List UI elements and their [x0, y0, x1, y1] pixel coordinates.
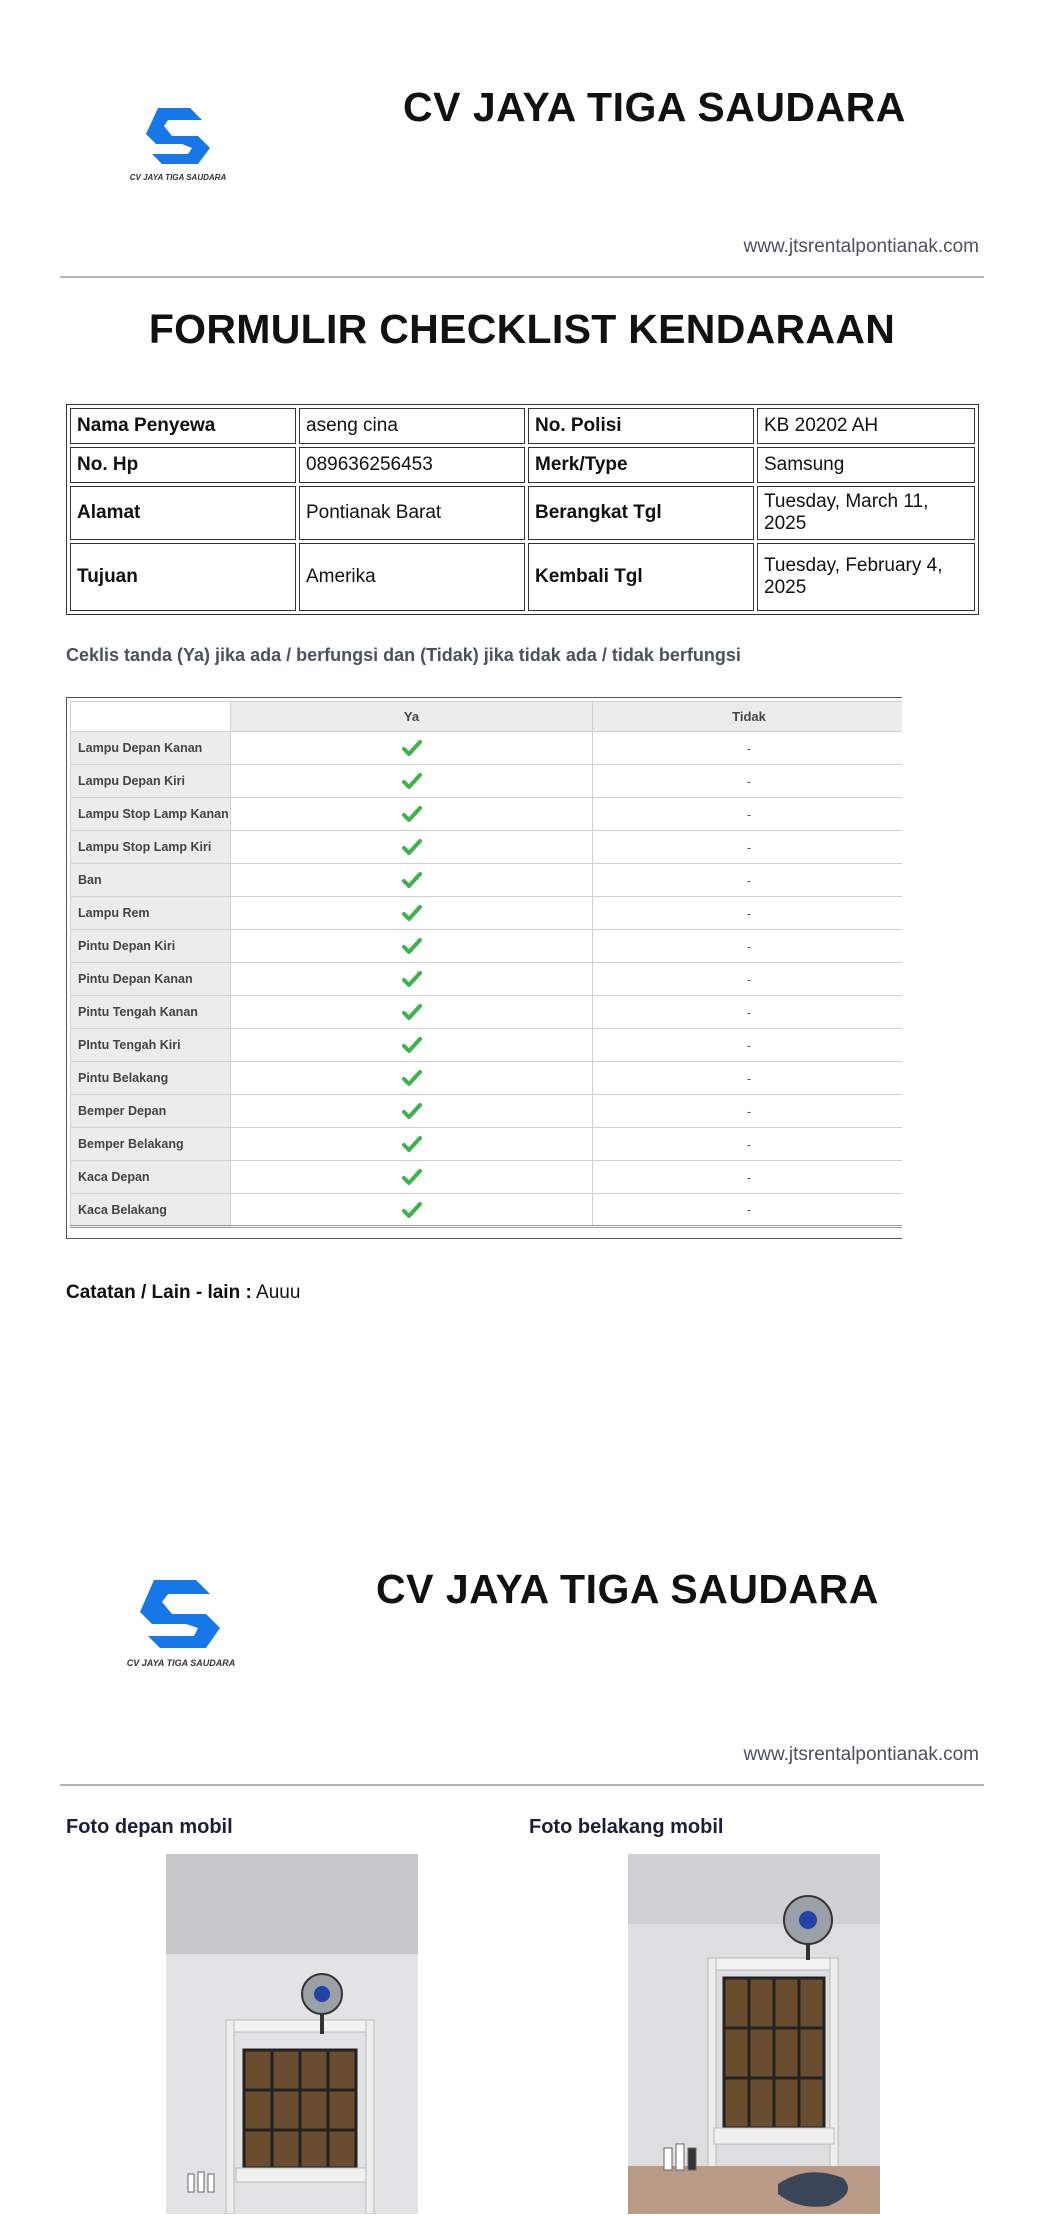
company-name: CV JAYA TIGA SAUDARA [376, 1566, 879, 1612]
checklist-item-name: Kaca Belakang [71, 1194, 231, 1227]
checklist-tidak-cell: - [593, 1128, 903, 1161]
info-row [70, 543, 975, 611]
checklist-row [71, 798, 903, 831]
header-divider [60, 1784, 984, 1786]
photo-front-label: Foto depan mobil [66, 1816, 233, 1838]
info-value: Tuesday, March 11, 2025 [757, 486, 975, 540]
checklist-row [71, 930, 903, 963]
info-label: Tujuan [70, 543, 296, 611]
checklist-ya-cell [231, 996, 593, 1029]
info-value: Pontianak Barat [299, 486, 525, 540]
checklist-item-name: Pintu Belakang [71, 1062, 231, 1095]
info-label: Kembali Tgl [528, 543, 754, 611]
checkmark-icon [402, 805, 422, 823]
checklist-table [70, 701, 902, 1228]
col-header-ya: Ya [231, 702, 593, 732]
checkmark-icon [402, 1201, 422, 1219]
checklist-item-name: Lampu Depan Kiri [71, 765, 231, 798]
checklist-item-name: Bemper Belakang [71, 1128, 231, 1161]
info-row [70, 486, 975, 540]
checklist-tidak-cell: - [593, 1029, 903, 1062]
info-value: Tuesday, February 4, 2025 [757, 543, 975, 611]
info-label: Berangkat Tgl [528, 486, 754, 540]
checklist-item-name: Lampu Stop Lamp Kiri [71, 831, 231, 864]
info-value: KB 20202 AH [757, 408, 975, 444]
checklist-header-blank [71, 702, 231, 732]
checklist-row [71, 963, 903, 996]
checklist-ya-cell [231, 1194, 593, 1227]
checkmark-icon [402, 838, 422, 856]
checklist-tidak-cell: - [593, 963, 903, 996]
company-logo [106, 1572, 256, 1672]
info-label: No. Hp [70, 447, 296, 483]
checklist-tidak-cell: - [593, 1095, 903, 1128]
checklist-ya-cell [231, 1029, 593, 1062]
photo-back-label: Foto belakang mobil [529, 1816, 724, 1838]
checklist-row [71, 1062, 903, 1095]
checkmark-icon [402, 772, 422, 790]
checklist-body [71, 732, 903, 1227]
checklist-item-name: Ban [71, 864, 231, 897]
info-value: Amerika [299, 543, 525, 611]
checklist-ya-cell [231, 732, 593, 765]
checklist-tidak-cell: - [593, 765, 903, 798]
checkmark-icon [402, 1036, 422, 1054]
checkmark-icon [402, 970, 422, 988]
checklist-tidak-cell: - [593, 930, 903, 963]
col-header-tidak: Tidak [593, 702, 903, 732]
checklist-ya-cell [231, 963, 593, 996]
info-row [70, 447, 975, 483]
logo-caption: CV JAYA TIGA SAUDARA [129, 173, 227, 182]
checklist-row [71, 996, 903, 1029]
checklist-row [71, 1128, 903, 1161]
logo-mark [118, 100, 238, 184]
checklist-item-name: Kaca Depan [71, 1161, 231, 1194]
checklist-tidak-cell: - [593, 1062, 903, 1095]
checklist-item-name: Lampu Depan Kanan [71, 732, 231, 765]
checkmark-icon [402, 1102, 422, 1120]
checklist-tidak-cell: - [593, 1161, 903, 1194]
checklist-instruction: Ceklis tanda (Ya) jika ada / berfungsi dan (Tidak) jika tidak ada / tidak berfungsi [66, 645, 741, 665]
checklist-frame [66, 697, 902, 1239]
checkmark-icon [402, 739, 422, 757]
info-label: No. Polisi [528, 408, 754, 444]
checklist-item-name: PIntu Tengah Kiri [71, 1029, 231, 1062]
checklist-item-name: Lampu Stop Lamp Kanan [71, 798, 231, 831]
checklist-item-name: Pintu Depan Kiri [71, 930, 231, 963]
checklist-tidak-cell: - [593, 897, 903, 930]
notes-label: Catatan / Lain - lain : [66, 1282, 252, 1303]
checklist-ya-cell [231, 864, 593, 897]
logo-caption: CV JAYA TIGA SAUDARA [126, 1658, 236, 1668]
company-logo [118, 100, 238, 184]
checklist-header-row [71, 702, 903, 732]
checklist-row [71, 1029, 903, 1062]
checklist-tidak-cell: - [593, 996, 903, 1029]
info-value: Samsung [757, 447, 975, 483]
checklist-ya-cell [231, 765, 593, 798]
header-divider [60, 276, 984, 278]
checklist-item-name: Pintu Depan Kanan [71, 963, 231, 996]
checklist-ya-cell [231, 798, 593, 831]
form-title: FORMULIR CHECKLIST KENDARAAN [148, 306, 896, 352]
checkmark-icon [402, 1069, 422, 1087]
checklist-row [71, 1095, 903, 1128]
checklist-tidak-cell: - [593, 798, 903, 831]
checklist-ya-cell [231, 1095, 593, 1128]
checklist-row [71, 831, 903, 864]
notes [66, 1282, 300, 1304]
info-label: Nama Penyewa [70, 408, 296, 444]
checklist-ya-cell [231, 1161, 593, 1194]
checklist-row [71, 765, 903, 798]
checkmark-icon [402, 1168, 422, 1186]
checklist-row [71, 732, 903, 765]
logo-mark [106, 1572, 256, 1672]
photo-front-image [166, 1854, 418, 2214]
checklist-row [71, 897, 903, 930]
rental-info-table [66, 404, 979, 615]
photo-back-image [628, 1854, 880, 2214]
checklist-row [71, 1161, 903, 1194]
company-name: CV JAYA TIGA SAUDARA [403, 84, 906, 130]
checkmark-icon [402, 1135, 422, 1153]
checklist-item-name: Pintu Tengah Kanan [71, 996, 231, 1029]
checklist-ya-cell [231, 1128, 593, 1161]
checkmark-icon [402, 904, 422, 922]
checkmark-icon [402, 1003, 422, 1021]
checklist-row [71, 1194, 903, 1227]
info-label: Alamat [70, 486, 296, 540]
website-url[interactable]: www.jtsrentalpontianak.com [743, 236, 979, 257]
notes-value: Auuu [256, 1282, 301, 1303]
checklist-ya-cell [231, 1062, 593, 1095]
checklist-tidak-cell: - [593, 732, 903, 765]
checklist-tidak-cell: - [593, 831, 903, 864]
info-label: Merk/Type [528, 447, 754, 483]
checklist-row [71, 864, 903, 897]
checklist-ya-cell [231, 897, 593, 930]
page-2 [0, 1490, 1044, 2216]
checkmark-icon [402, 871, 422, 889]
checklist-item-name: Bemper Depan [71, 1095, 231, 1128]
info-value: aseng cina [299, 408, 525, 444]
info-value: 089636256453 [299, 447, 525, 483]
checklist-ya-cell [231, 930, 593, 963]
checklist-tidak-cell: - [593, 864, 903, 897]
checklist-tidak-cell: - [593, 1194, 903, 1227]
website-url[interactable]: www.jtsrentalpontianak.com [743, 1744, 979, 1765]
checkmark-icon [402, 937, 422, 955]
checklist-item-name: Lampu Rem [71, 897, 231, 930]
checklist-ya-cell [231, 831, 593, 864]
info-row [70, 408, 975, 444]
